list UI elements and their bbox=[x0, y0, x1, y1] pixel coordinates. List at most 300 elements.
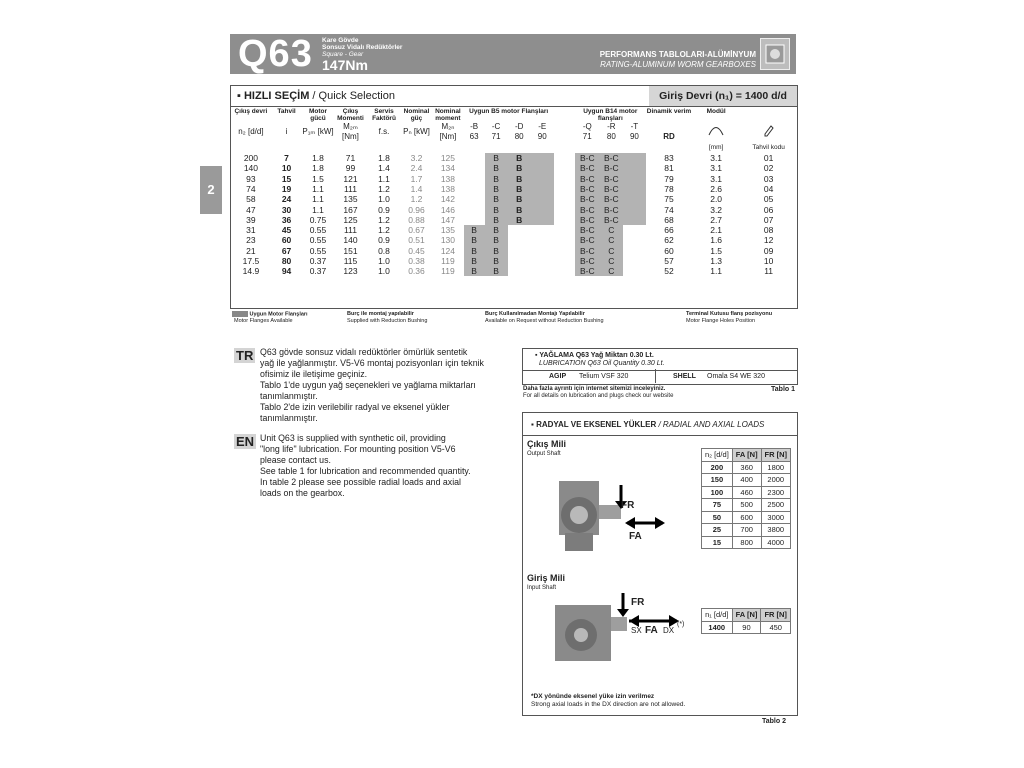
cell-b5-flange: B bbox=[508, 153, 531, 163]
fa-label-input: FA bbox=[645, 625, 658, 636]
legend-available bbox=[232, 311, 308, 324]
cell-code: 11 bbox=[764, 266, 774, 277]
cell-torque: 140 bbox=[343, 235, 358, 246]
cell-b5-flange bbox=[531, 173, 554, 183]
cell-module: 2.6 bbox=[710, 183, 723, 194]
pencil-icon bbox=[740, 122, 797, 143]
table-legend bbox=[232, 309, 794, 329]
legend-swatch bbox=[232, 311, 248, 317]
cell-b14-flange bbox=[623, 173, 646, 183]
text-line: tanımlanmıştır. bbox=[260, 413, 318, 423]
b5-size: 80 bbox=[514, 132, 524, 142]
cell-power: 0.55 bbox=[309, 225, 327, 236]
b14-code: -Q bbox=[582, 122, 592, 132]
cell-nom-moment: 124 bbox=[440, 245, 456, 256]
legend-label: Motor Flanges Available bbox=[234, 317, 293, 324]
cell-module: 1.3 bbox=[710, 256, 723, 266]
sym-mm: [mm] bbox=[708, 143, 724, 151]
cell-efficiency: 78 bbox=[664, 183, 674, 194]
load-cell-n: 150 bbox=[702, 474, 733, 487]
cell-b14-flange: B-C bbox=[600, 173, 623, 183]
load-row bbox=[702, 536, 791, 549]
cell-b5-flange bbox=[531, 153, 554, 163]
cell-nom-moment: 119 bbox=[441, 266, 455, 277]
col-efficiency: Dinamik verim bbox=[646, 108, 692, 115]
cell-ratio: 7 bbox=[284, 153, 289, 164]
cell-service: 1.4 bbox=[378, 163, 390, 174]
cell-service: 1.2 bbox=[378, 214, 390, 225]
col-b5-flanges: Uygun B5 motor Flanşları bbox=[469, 108, 549, 115]
cell-b14-flange bbox=[623, 215, 646, 225]
cell-nom-moment: 138 bbox=[440, 183, 456, 194]
text-line: In table 2 please see possible radial loads and axial bbox=[260, 477, 461, 487]
cell-nom-moment: 146 bbox=[440, 204, 456, 215]
cell-b5-flange bbox=[464, 204, 485, 214]
load-cell-n: 1400 bbox=[702, 621, 733, 634]
lang-tag-en: EN bbox=[236, 434, 255, 449]
model-subtitle bbox=[322, 37, 402, 58]
cell-torque: 121 bbox=[343, 173, 358, 184]
cell-b14-flange: C bbox=[600, 225, 623, 235]
cell-b14-flange bbox=[623, 225, 646, 235]
cell-b5-flange bbox=[464, 194, 485, 204]
cell-b14-flange bbox=[623, 204, 646, 214]
cell-n2: 93 bbox=[246, 173, 256, 184]
cell-module: 1.1 bbox=[710, 266, 723, 277]
cell-module: 3.1 bbox=[710, 173, 723, 184]
col-b14-flanges: Uygun B14 motor flanşları bbox=[583, 108, 638, 122]
performance-title bbox=[600, 50, 756, 70]
cell-code: 04 bbox=[763, 183, 774, 194]
load-row bbox=[702, 511, 791, 524]
cell-b5-flange bbox=[531, 215, 554, 225]
cell-n2: 47 bbox=[246, 204, 256, 215]
cell-torque: 111 bbox=[344, 225, 357, 236]
cell-ratio: 15 bbox=[281, 173, 292, 184]
input-shaft-drawing bbox=[551, 593, 701, 673]
col-n2: n₂ [d/d] bbox=[702, 449, 733, 462]
cell-b5-flange bbox=[531, 225, 554, 235]
cell-module: 3.1 bbox=[710, 153, 723, 164]
cell-b5-flange bbox=[531, 204, 554, 214]
text-line: "long life" lubrication. For mounting position V5-V6 bbox=[260, 444, 456, 454]
cell-ratio: 67 bbox=[281, 245, 292, 256]
legend-label: Burç ile montaj yapılabilir bbox=[347, 311, 414, 317]
b14-code: -T bbox=[630, 122, 639, 132]
cell-b14-flange: B-C bbox=[575, 204, 600, 214]
load-cell-fa: 90 bbox=[732, 621, 761, 634]
cell-n2: 74 bbox=[246, 183, 256, 194]
cell-b5-flange: B bbox=[485, 256, 508, 266]
cell-module: 2.1 bbox=[710, 225, 723, 236]
cell-b14-flange: C bbox=[600, 266, 623, 276]
input-shaft-subtitle: Input Shaft bbox=[527, 585, 557, 591]
cell-n2: 31 bbox=[246, 225, 256, 236]
cell-b5-flange: B bbox=[485, 225, 508, 235]
cell-b5-flange bbox=[464, 184, 485, 194]
performance-title-en: RATING-ALUMINUM WORM GEARBOXES bbox=[600, 60, 756, 69]
oil-brand: SHELL bbox=[673, 373, 696, 380]
legend-bushing bbox=[347, 311, 427, 324]
table-row bbox=[231, 153, 797, 163]
lubrication-title-tr: ▪ YAĞLAMA Q63 Yağ Miktarı 0.30 Lt. bbox=[535, 352, 654, 359]
load-cell-n: 200 bbox=[702, 461, 733, 474]
cell-b5-flange: B bbox=[464, 256, 485, 266]
cell-nom-power: 0.36 bbox=[408, 266, 425, 277]
dx-footnote bbox=[531, 693, 685, 708]
table-row bbox=[231, 204, 797, 214]
cell-b5-flange: B bbox=[485, 153, 508, 163]
cell-torque: 115 bbox=[343, 256, 358, 266]
load-cell-fr: 3000 bbox=[761, 511, 790, 524]
cell-service: 1.8 bbox=[378, 153, 390, 164]
cell-b14-flange: B-C bbox=[575, 235, 600, 245]
text-line: tanımlanmıştır. bbox=[260, 391, 318, 401]
lubrication-title-en: LUBRICATION Q63 Oil Quantity 0.30 Lt. bbox=[539, 360, 665, 367]
load-cell-fr: 2000 bbox=[761, 474, 790, 487]
cell-torque: 99 bbox=[345, 163, 356, 174]
cell-b5-flange: B bbox=[464, 266, 485, 276]
cell-efficiency: 66 bbox=[664, 225, 674, 236]
cell-b14-flange: B-C bbox=[575, 194, 600, 204]
cell-b14-flange bbox=[623, 246, 646, 256]
selection-grid bbox=[231, 108, 797, 276]
oil-row bbox=[523, 370, 797, 384]
cell-b14-flange bbox=[623, 184, 646, 194]
cell-nom-moment: 138 bbox=[440, 173, 456, 184]
legend-label: Burç Kullanılmadan Montajı Yapılabilir bbox=[485, 311, 585, 317]
load-cell-fr: 2300 bbox=[761, 486, 790, 499]
cell-b14-flange: B-C bbox=[575, 225, 600, 235]
cell-b14-flange: B-C bbox=[600, 184, 623, 194]
b5-size: 71 bbox=[491, 132, 501, 142]
col-module: Modül bbox=[706, 108, 726, 115]
table-row bbox=[231, 266, 797, 276]
b5-code: -E bbox=[538, 122, 547, 132]
load-cell-fa: 500 bbox=[732, 499, 761, 512]
output-shaft-subtitle: Output Shaft bbox=[527, 451, 561, 457]
cell-b5-flange bbox=[531, 163, 554, 173]
cell-power: 0.75 bbox=[309, 214, 327, 225]
load-cell-n: 75 bbox=[702, 499, 733, 512]
cell-nom-power: 0.38 bbox=[408, 256, 425, 266]
cell-b14-flange bbox=[623, 256, 646, 266]
cell-b5-flange bbox=[464, 153, 485, 163]
b5-size: 90 bbox=[537, 132, 547, 142]
cell-code: 03 bbox=[763, 173, 774, 184]
input-loads-table bbox=[701, 608, 791, 634]
lubrication-note bbox=[523, 386, 795, 400]
cell-b5-flange: B bbox=[485, 194, 508, 204]
cell-b5-flange: B bbox=[508, 173, 531, 183]
col-fr: FR [N] bbox=[761, 449, 790, 462]
cell-b14-flange bbox=[623, 266, 646, 276]
model-name: Q63 bbox=[238, 33, 313, 75]
cell-nom-moment: 125 bbox=[440, 153, 456, 164]
cell-b5-flange: B bbox=[485, 173, 508, 183]
col-fr: FR [N] bbox=[761, 609, 791, 622]
b5-code: -B bbox=[470, 122, 479, 132]
b5-code: -D bbox=[514, 122, 524, 132]
cell-b5-flange bbox=[531, 246, 554, 256]
fr-label-input: FR bbox=[631, 597, 645, 608]
cell-code: 12 bbox=[763, 235, 774, 246]
b14-size: 80 bbox=[606, 132, 616, 142]
cell-b5-flange bbox=[508, 235, 531, 245]
load-row bbox=[702, 621, 791, 634]
legend-terminal bbox=[686, 311, 772, 324]
cell-b14-flange: B-C bbox=[575, 266, 600, 276]
cell-power: 0.55 bbox=[309, 245, 327, 256]
cell-b5-flange bbox=[508, 225, 531, 235]
cell-n2: 14.9 bbox=[242, 266, 260, 277]
cell-nom-power: 0.51 bbox=[408, 235, 425, 246]
cell-service: 1.2 bbox=[378, 225, 390, 236]
table-1-label: Tablo 1 bbox=[771, 386, 795, 393]
cell-module: 1.5 bbox=[710, 245, 723, 256]
text-line: Tablo 1'de uygun yağ seçenekleri ve yağlama miktarları bbox=[260, 380, 476, 390]
cell-b14-flange: B-C bbox=[575, 256, 600, 266]
loads-box bbox=[522, 412, 798, 716]
text-line: Tablo 2'de izin verilebilir radyal ve eksenel yükler bbox=[260, 402, 450, 412]
col-fa: FA [N] bbox=[732, 609, 761, 622]
cell-code: 05 bbox=[763, 194, 774, 205]
fr-label: FR bbox=[621, 500, 635, 511]
cell-b5-flange bbox=[464, 215, 485, 225]
col-nominal-moment: Nominal moment bbox=[435, 108, 461, 122]
loads-title: ▪ RADYAL VE EKSENEL YÜKLER / RADIAL AND AXIAL LOADS bbox=[531, 420, 765, 429]
loads-title-tr: RADYAL VE EKSENEL YÜKLER bbox=[536, 420, 657, 429]
quick-selection-table bbox=[230, 85, 798, 309]
sym-fs: f.s. bbox=[378, 127, 390, 137]
cell-b5-flange: B bbox=[464, 225, 485, 235]
col-service-factor: Servis Faktörü bbox=[372, 108, 396, 122]
table-row bbox=[231, 194, 797, 204]
cell-nom-moment: 142 bbox=[440, 194, 456, 205]
cell-b14-flange: C bbox=[600, 246, 623, 256]
cell-nom-power: 0.45 bbox=[408, 245, 425, 256]
cell-code: 10 bbox=[763, 256, 774, 266]
title-en: / Quick Selection bbox=[312, 90, 395, 102]
cell-n2: 21 bbox=[246, 245, 256, 256]
sym-n2: n₂ [d/d] bbox=[238, 127, 264, 137]
note-en: For all details on lubrication and plugs check our website bbox=[523, 393, 674, 399]
cell-module: 2.7 bbox=[710, 214, 723, 225]
sym-p: P₁ₘ [kW] bbox=[302, 127, 334, 137]
sym-i: i bbox=[285, 127, 288, 137]
oil-divider bbox=[655, 369, 656, 383]
cell-b5-flange: B bbox=[508, 194, 531, 204]
load-cell-n: 25 bbox=[702, 524, 733, 537]
cell-b14-flange: B-C bbox=[575, 173, 600, 183]
gearbox-logo-icon bbox=[760, 38, 790, 70]
cell-code: 01 bbox=[763, 153, 774, 164]
footnote-tr: *DX yönünde eksenel yüke izin verilmez bbox=[531, 693, 655, 700]
cell-b5-flange: B bbox=[485, 184, 508, 194]
b14-size: 71 bbox=[582, 132, 592, 142]
cell-b14-flange: B-C bbox=[575, 163, 600, 173]
cell-b5-flange: B bbox=[464, 246, 485, 256]
page-header bbox=[230, 34, 796, 74]
sx-label: SX bbox=[631, 626, 642, 635]
loads-title-en: / RADIAL AND AXIAL LOADS bbox=[658, 420, 765, 429]
cell-torque: 125 bbox=[343, 214, 358, 225]
cell-code: 07 bbox=[763, 214, 774, 225]
cell-b5-flange: B bbox=[508, 204, 531, 214]
load-cell-n: 15 bbox=[702, 536, 733, 549]
cell-b14-flange bbox=[623, 194, 646, 204]
cell-efficiency: 74 bbox=[664, 204, 674, 215]
cell-b14-flange: B-C bbox=[600, 215, 623, 225]
cell-nom-power: 1.7 bbox=[410, 173, 423, 184]
sym-m: M₂ₘ [Nm] bbox=[342, 122, 359, 142]
cell-b5-flange bbox=[531, 235, 554, 245]
cell-b5-flange: B bbox=[485, 246, 508, 256]
table-row bbox=[231, 235, 797, 245]
load-cell-fa: 700 bbox=[732, 524, 761, 537]
col-output-torque: Çıkış Momenti bbox=[337, 108, 364, 122]
cell-power: 0.55 bbox=[309, 235, 327, 246]
cell-b5-flange: B bbox=[485, 266, 508, 276]
cell-nom-power: 1.2 bbox=[410, 194, 423, 205]
load-cell-fa: 400 bbox=[732, 474, 761, 487]
cell-b5-flange bbox=[464, 173, 485, 183]
quick-selection-title: ▪ HIZLI SEÇİM / Quick Selection bbox=[237, 90, 395, 102]
cell-b14-flange: B-C bbox=[600, 163, 623, 173]
cell-efficiency: 52 bbox=[664, 266, 674, 277]
load-cell-fr: 4000 bbox=[761, 536, 790, 549]
title-tr: HIZLI SEÇİM bbox=[243, 90, 310, 102]
cell-service: 0.9 bbox=[378, 204, 390, 215]
b5-size: 63 bbox=[469, 132, 479, 142]
cell-b5-flange: B bbox=[508, 163, 531, 173]
performance-title-tr: PERFORMANS TABLOLARI-ALÜMİNYUM bbox=[599, 50, 756, 59]
cell-nom-moment: 130 bbox=[440, 235, 456, 246]
section-tab: 2 bbox=[200, 166, 222, 214]
cell-ratio: 24 bbox=[281, 194, 292, 205]
text-line: yağ ile yağlanmıştır. V5-V6 montaj pozisyonları için teknik bbox=[260, 358, 484, 368]
cell-nom-power: 1.4 bbox=[410, 183, 423, 194]
cell-power: 1.1 bbox=[312, 183, 324, 194]
cell-power: 1.8 bbox=[312, 163, 324, 174]
cell-n2: 200 bbox=[243, 153, 258, 164]
text-line: loads on the gearbox. bbox=[260, 488, 345, 498]
cell-b14-flange: C bbox=[600, 256, 623, 266]
cell-b14-flange: B-C bbox=[600, 153, 623, 163]
cell-b14-flange: B-C bbox=[600, 194, 623, 204]
description-tr bbox=[260, 347, 510, 424]
cell-service: 1.2 bbox=[378, 183, 390, 194]
legend-label: Terminal Kutusu flanş pozisyonu bbox=[686, 311, 773, 317]
output-shaft-title: Çıkış Mili bbox=[527, 439, 567, 449]
cell-torque: 123 bbox=[343, 266, 358, 277]
sym-code: Tahvil kodu bbox=[752, 143, 785, 151]
cell-service: 1.0 bbox=[378, 266, 390, 277]
cell-nom-power: 0.88 bbox=[408, 214, 425, 225]
load-row bbox=[702, 486, 791, 499]
legend-label: Motor Flange Holes Position bbox=[686, 317, 756, 324]
cell-n2: 23 bbox=[246, 235, 256, 246]
oil-name: Telium VSF 320 bbox=[579, 373, 629, 380]
sym-pn: Pₙ [kW] bbox=[403, 127, 430, 137]
load-cell-fr: 3800 bbox=[761, 524, 790, 537]
cell-nom-power: 0.67 bbox=[408, 225, 425, 236]
text-line: ofisimiz ile iletişime geçiniz. bbox=[260, 369, 368, 379]
cell-efficiency: 83 bbox=[664, 153, 674, 164]
load-row bbox=[702, 461, 791, 474]
load-cell-n: 50 bbox=[702, 511, 733, 524]
cell-b5-flange: B bbox=[485, 215, 508, 225]
cell-ratio: 94 bbox=[281, 266, 292, 277]
cell-power: 1.1 bbox=[312, 194, 324, 205]
cell-n2: 140 bbox=[243, 163, 258, 174]
cell-nom-moment: 134 bbox=[440, 163, 456, 174]
col-ratio: Tahvil bbox=[277, 108, 296, 115]
cell-code: 02 bbox=[763, 163, 774, 174]
table-row bbox=[231, 225, 797, 235]
description-en bbox=[260, 433, 510, 499]
cell-b5-flange: B bbox=[508, 184, 531, 194]
output-loads-table bbox=[701, 448, 791, 549]
legend-label: Available on Request without Reduction Bushing bbox=[485, 317, 604, 324]
cell-b5-flange bbox=[531, 266, 554, 276]
torque-label: 147Nm bbox=[322, 57, 368, 73]
cell-b14-flange: B-C bbox=[575, 215, 600, 225]
input-speed-label: Giriş Devri (n₁) = 1400 d/d bbox=[649, 86, 797, 106]
col-nominal-power: Nominal güç bbox=[403, 108, 430, 122]
load-row bbox=[702, 524, 791, 537]
col-motor-power: Motor gücü bbox=[308, 108, 328, 122]
table-row bbox=[231, 215, 797, 225]
load-cell-fa: 800 bbox=[732, 536, 761, 549]
cell-power: 1.8 bbox=[312, 153, 324, 164]
b5-code: -C bbox=[491, 122, 501, 132]
cell-efficiency: 57 bbox=[664, 256, 674, 266]
col-n2: Çıkış devri bbox=[234, 108, 268, 115]
cell-code: 06 bbox=[763, 204, 774, 215]
cell-service: 1.0 bbox=[378, 194, 390, 205]
cell-b14-flange bbox=[623, 163, 646, 173]
module-icon bbox=[692, 122, 740, 143]
text-line: Unit Q63 is supplied with synthetic oil, providing bbox=[260, 433, 446, 443]
cell-b14-flange bbox=[623, 235, 646, 245]
cell-efficiency: 75 bbox=[664, 194, 674, 205]
cell-power: 1.5 bbox=[312, 173, 324, 184]
cell-torque: 151 bbox=[343, 245, 358, 256]
cell-b5-flange bbox=[531, 256, 554, 266]
cell-nom-moment: 147 bbox=[440, 214, 456, 225]
cell-b5-flange bbox=[508, 246, 531, 256]
col-n1: n₁ [d/d] bbox=[702, 609, 733, 622]
text-line: See table 1 for lubrication and recommended quantity. bbox=[260, 466, 471, 476]
input-shaft-title: Giriş Mili bbox=[527, 573, 566, 583]
cell-service: 1.1 bbox=[378, 173, 390, 184]
cell-n2: 58 bbox=[246, 194, 256, 205]
cell-nom-power: 2.4 bbox=[410, 163, 423, 174]
cell-torque: 111 bbox=[344, 183, 357, 194]
cell-b5-flange bbox=[508, 266, 531, 276]
cell-ratio: 10 bbox=[281, 163, 292, 174]
load-cell-fa: 600 bbox=[732, 511, 761, 524]
cell-ratio: 80 bbox=[281, 256, 292, 266]
cell-b5-flange: B bbox=[508, 215, 531, 225]
sym-rd: RD bbox=[663, 132, 675, 142]
cell-n2: 17.5 bbox=[242, 256, 260, 266]
table-row bbox=[231, 173, 797, 183]
cell-power: 0.37 bbox=[309, 256, 327, 266]
cell-nom-power: 0.96 bbox=[408, 204, 425, 215]
cell-b5-flange bbox=[508, 256, 531, 266]
